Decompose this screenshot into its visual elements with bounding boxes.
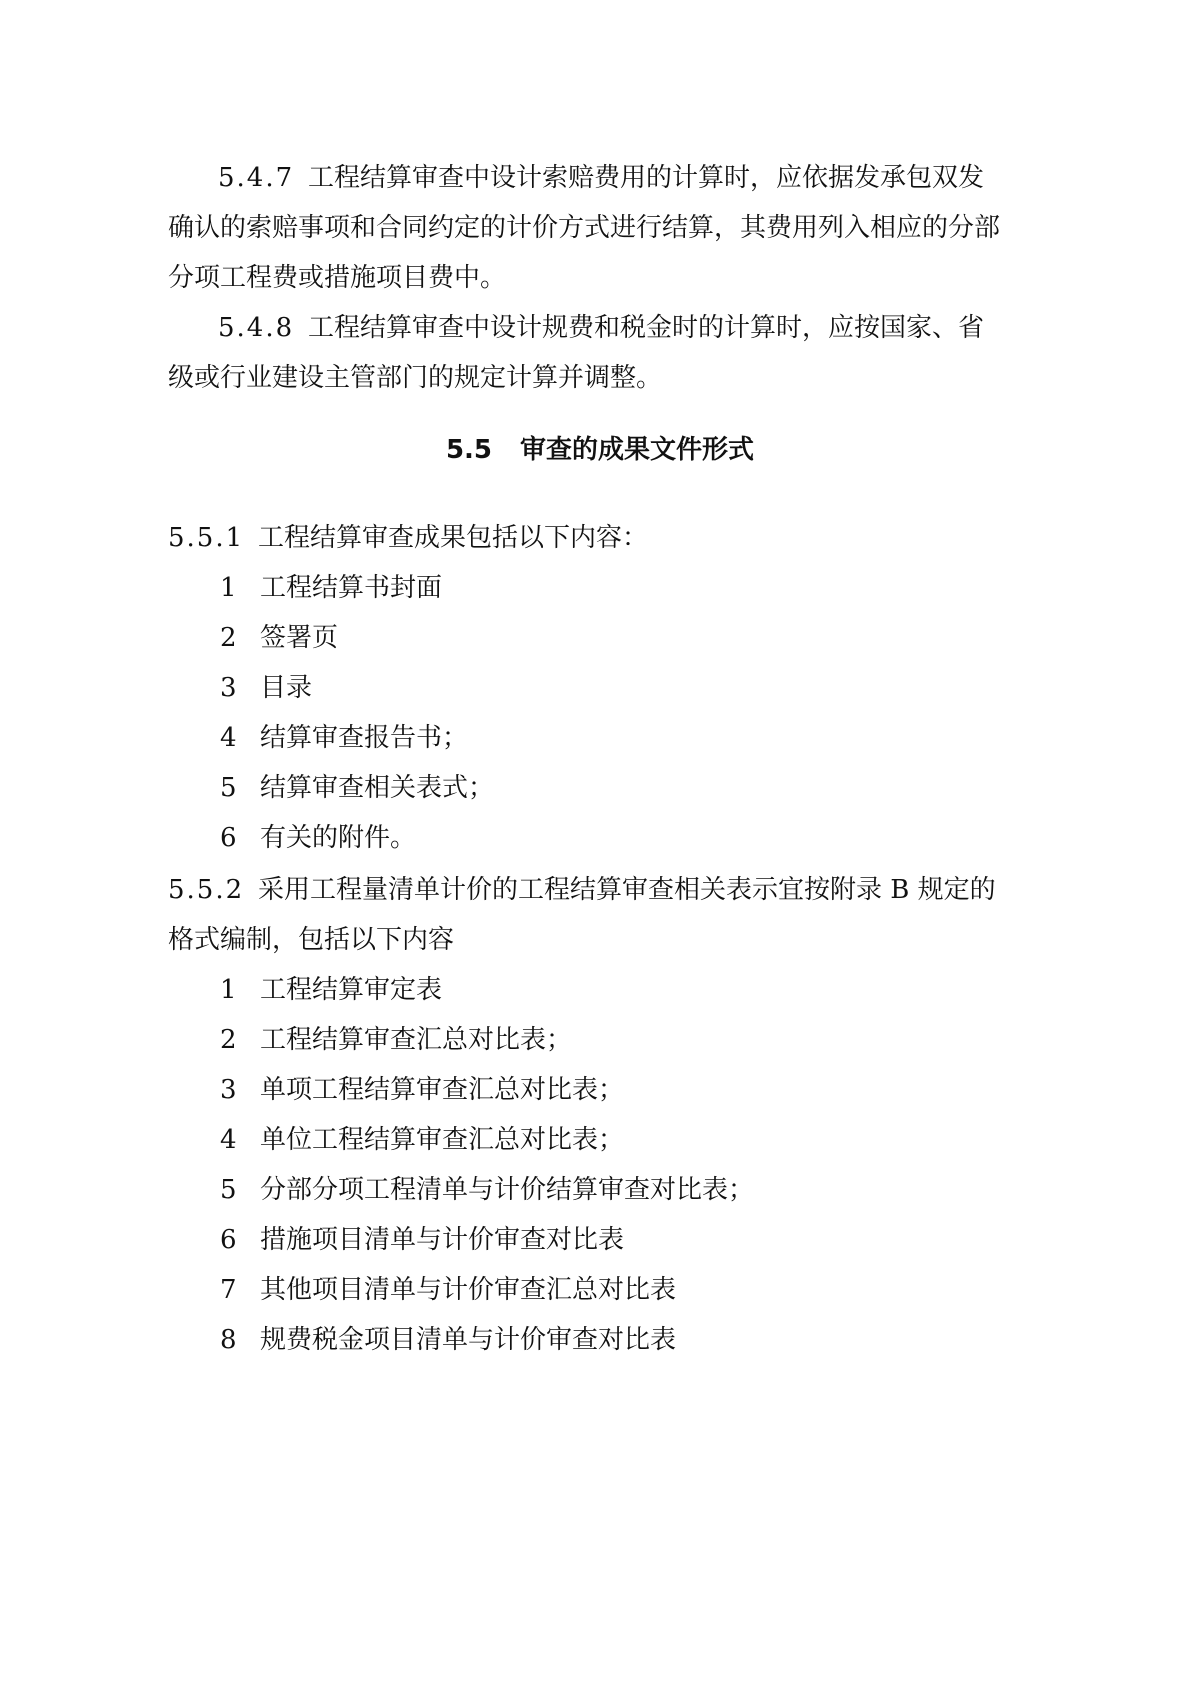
clause-551-number: 5.5.1 — [168, 523, 245, 553]
clause-552-line-2: 格式编制，包括以下内容 — [168, 925, 455, 955]
list-item-text: 结算审查报告书； — [260, 723, 469, 753]
clause-547-line-2: 确认的索赔事项和合同约定的计价方式进行结算，其费用列入相应的分部 — [168, 213, 1001, 243]
list-item-number: 3 — [220, 1075, 237, 1105]
clause-552-text-1: 采用工程量清单计价的工程结算审查相关表示宜按附录 B 规定的 — [258, 875, 996, 905]
list-item — [220, 1174, 754, 1206]
clause-548-number: 5.4.8 — [218, 313, 295, 343]
clause-548-line-1 — [218, 312, 984, 344]
clause-547-text-1: 工程结算审查中设计索赔费用的计算时，应依据发承包双发 — [308, 163, 985, 193]
list-item — [220, 1074, 624, 1106]
list-item-text: 有关的附件。 — [260, 823, 417, 853]
clause-547-number: 5.4.7 — [218, 163, 295, 193]
list-item — [220, 672, 312, 704]
list-item — [220, 622, 338, 654]
list-item-number: 8 — [220, 1325, 237, 1355]
list-item — [220, 772, 494, 804]
list-item — [220, 1124, 624, 1156]
list-item-number: 2 — [220, 623, 237, 653]
list-item-number: 4 — [220, 1125, 237, 1155]
list-item-text: 单项工程结算审查汇总对比表； — [260, 1075, 625, 1105]
list-item-number: 3 — [220, 673, 237, 703]
clause-552-line-1 — [168, 874, 996, 906]
list-item — [220, 1274, 676, 1306]
list-item-number: 5 — [220, 773, 237, 803]
clause-548-text-1: 工程结算审查中设计规费和税金时的计算时，应按国家、省 — [308, 313, 985, 343]
section-title: 审查的成果文件形式 — [520, 435, 755, 465]
list-item-text: 工程结算审定表 — [260, 975, 443, 1005]
list-item-text: 规费税金项目清单与计价审查对比表 — [260, 1325, 677, 1355]
clause-552-number: 5.5.2 — [168, 875, 245, 905]
list-item — [220, 974, 442, 1006]
list-item-number: 4 — [220, 723, 237, 753]
list-item-text: 分部分项工程清单与计价结算审查对比表； — [260, 1175, 755, 1205]
section-heading — [0, 434, 1200, 466]
list-item — [220, 822, 416, 854]
list-item-number: 6 — [220, 823, 237, 853]
list-item-text: 结算审查相关表式； — [260, 773, 495, 803]
list-item-number: 5 — [220, 1175, 237, 1205]
list-item-text: 措施项目清单与计价审查对比表 — [260, 1225, 625, 1255]
list-item — [220, 1324, 676, 1356]
list-item-text: 工程结算审查汇总对比表； — [260, 1025, 573, 1055]
list-item — [220, 572, 442, 604]
list-item-number: 2 — [220, 1025, 237, 1055]
list-item-number: 6 — [220, 1225, 237, 1255]
list-item-text: 签署页 — [260, 623, 339, 653]
section-number: 5.5 — [445, 435, 493, 465]
clause-551-line — [168, 522, 648, 554]
list-item-number: 1 — [220, 975, 237, 1005]
list-item — [220, 722, 468, 754]
list-item-text: 工程结算书封面 — [260, 573, 443, 603]
list-item — [220, 1024, 572, 1056]
clause-551-text: 工程结算审查成果包括以下内容： — [258, 523, 649, 553]
list-item-text: 其他项目清单与计价审查汇总对比表 — [260, 1275, 677, 1305]
clause-547-line-1 — [218, 162, 984, 194]
clause-547-line-3: 分项工程费或措施项目费中。 — [168, 263, 507, 293]
list-item-text: 目录 — [260, 673, 313, 703]
list-item — [220, 1224, 624, 1256]
list-item-number: 7 — [220, 1275, 237, 1305]
list-item-number: 1 — [220, 573, 237, 603]
list-item-text: 单位工程结算审查汇总对比表； — [260, 1125, 625, 1155]
clause-548-line-2: 级或行业建设主管部门的规定计算并调整。 — [168, 363, 663, 393]
